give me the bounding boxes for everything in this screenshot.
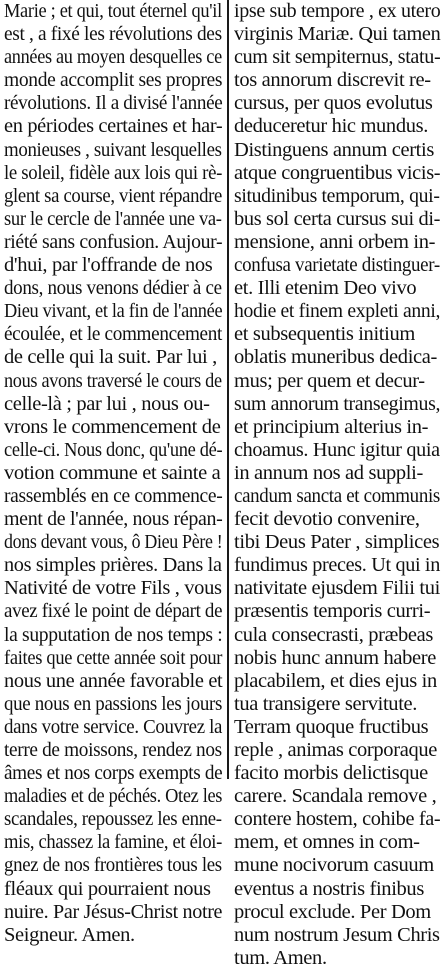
french-text-line: écoulée, et le commencement (4, 323, 223, 346)
latin-text-line: bus sol certa cursus sui di- (234, 207, 441, 230)
french-text-line: nuire. Par Jésus-Christ notre (4, 900, 223, 923)
french-text-line: gnez de nos frontières tous les (4, 854, 222, 877)
latin-text-line: tos annorum discrevit re- (234, 69, 431, 92)
latin-text-line: nativitate ejusdem Filii tui (234, 577, 440, 600)
latin-text-line: tua transigere servitute. (234, 692, 418, 715)
latin-text-line: procul exclude. Per Dom (234, 900, 431, 923)
french-text-line: que nous en passions les jours (4, 692, 223, 715)
latin-text-line: fundimus preces. Ut qui in (234, 554, 440, 577)
french-text-line: fléaux qui pourraient nous (4, 877, 211, 900)
french-text-line: dons devant vous, ô Dieu Père ! (4, 531, 223, 554)
french-text-line: scandales, repoussez les enne- (4, 808, 222, 831)
latin-text-line: contere hostem, cohibe fa- (234, 808, 441, 831)
french-text-line: ment de l'année, nous répan- (4, 508, 223, 531)
latin-text-line: confusa varietate distinguer- (234, 254, 440, 277)
french-text-line: dons, nous venons dédier à ce (4, 277, 222, 300)
latin-text-line: atque congruentibus vicis- (234, 161, 441, 184)
french-text-line: monde accomplit ses propres (4, 69, 223, 92)
french-text-line: années au moyen desquelles ce (4, 46, 222, 69)
latin-text-line: in annum nos ad suppli- (234, 461, 423, 484)
french-text-line: vrons le commencement de (4, 415, 221, 438)
latin-text-line: reple , animas corporaque (234, 739, 437, 761)
french-text-line: en périodes certaines et har- (4, 115, 223, 138)
latin-text-line: hodie et finem expleti anni, (234, 300, 441, 323)
latin-text-line: eventus a nostris finibus (234, 877, 424, 900)
latin-text-line: oblatis muneribus dedica- (234, 346, 438, 369)
latin-text-line: et. Illi etenim Deo vivo (234, 277, 417, 300)
latin-text-line: tibi Deus Pater , simplices (234, 531, 440, 554)
french-text-line: le soleil, fidèle aux lois qui rè- (4, 161, 223, 184)
latin-text-line: sum annorum transegimus, (234, 392, 441, 415)
french-text-line: Seigneur. Amen. (4, 923, 135, 946)
latin-text-line: nobis hunc annum habere (234, 646, 437, 669)
latin-text-line: num nostrum Jesum Chris (234, 923, 440, 946)
column-divider (227, 0, 229, 779)
latin-text-line: situdinibus temporum, qui- (234, 184, 440, 207)
french-text-line: rassemblés en ce commence- (4, 484, 223, 507)
french-text-line: celle-là ; par lui , nous ou- (4, 392, 210, 415)
french-text-line: révolutions. Il a divisé l'année (4, 92, 223, 115)
french-text-line: glent sa course, vient répandre (4, 184, 223, 207)
french-text-line: âmes et nos corps exempts de (4, 762, 223, 785)
french-text-line: votion commune et sainte a (4, 461, 221, 484)
french-text-line: nous une année favorable et (4, 669, 223, 692)
latin-text-line: cula consecrasti, præbeas (234, 623, 434, 646)
french-text-line: celle-ci. Nous donc, qu'une dé- (4, 438, 223, 461)
french-text-line: riété sans confusion. Aujour- (4, 230, 223, 253)
french-text-line: avez fixé le point de départ de (4, 600, 223, 623)
latin-text-line: cursus, per quos evolutus (234, 92, 433, 115)
latin-text-line: deduceretur hic mundus. (234, 115, 429, 138)
french-text-line: dans votre service. Couvrez la (4, 715, 223, 738)
latin-text-line: choamus. Hunc igitur quia (234, 438, 440, 461)
latin-text-line: mune nocivorum casuum (234, 854, 434, 877)
french-text-line: de celle qui la suit. Par lui , (4, 346, 217, 369)
latin-text-line: Distinguens annum certis (234, 138, 434, 161)
latin-text-line: et subsequentis initium (234, 323, 415, 346)
french-text-line: sur le cercle de l'année une va- (4, 207, 222, 230)
latin-text-line: candum sancta et communis (234, 484, 440, 507)
french-text-line: terre de moissons, rendez nos (4, 739, 222, 761)
french-text-line: est , a fixé les révolutions des (4, 23, 222, 46)
french-text-line: Dieu vivant, et la fin de l'année (4, 300, 223, 323)
latin-text-column (234, 0, 440, 970)
french-text-line: faites que cette année soit pour (4, 646, 223, 669)
latin-text-line: præsentis temporis curri- (234, 600, 431, 623)
latin-text-line: mus; per quem et decur- (234, 369, 425, 392)
latin-text-line: facito morbis delictisque (234, 762, 428, 785)
latin-text-line: Terram quoque fructibus (234, 715, 429, 738)
latin-text-line: ipse sub tempore , ex utero (234, 0, 441, 22)
french-text-line: monieuses , suivant lesquelles (4, 138, 222, 161)
latin-text-line: virginis Mariæ. Qui tamen (234, 23, 441, 46)
french-text-line: maladies et de péchés. Otez les (4, 785, 223, 808)
french-text-line: Marie ; et qui, tout éternel qu'il (4, 0, 222, 22)
french-text-line: nous avons traversé le cours de (4, 369, 222, 392)
french-text-line: nos simples prières. Dans la (4, 554, 222, 577)
latin-text-line: carere. Scandala remove , (234, 785, 437, 808)
french-text-line: Nativité de votre Fils , vous (4, 577, 222, 600)
latin-text-line: tum. Amen. (234, 946, 327, 969)
french-text-line: mis, chassez la famine, et éloi- (4, 831, 222, 854)
latin-text-line: cum sit sempiternus, statu- (234, 46, 441, 69)
latin-text-line: mensione, anni orbem in- (234, 230, 436, 253)
latin-text-line: fecit devotio convenire, (234, 508, 420, 531)
latin-text-line: et principium alterius in- (234, 415, 429, 438)
french-text-column (4, 0, 222, 947)
french-text-line: d'hui, par l'offrande de nos (4, 254, 213, 277)
latin-text-line: placabilem, et dies ejus in (234, 669, 437, 692)
french-text-line: la supputation de nos temps : (4, 623, 223, 646)
latin-text-line: mem, et omnes in com- (234, 831, 420, 854)
